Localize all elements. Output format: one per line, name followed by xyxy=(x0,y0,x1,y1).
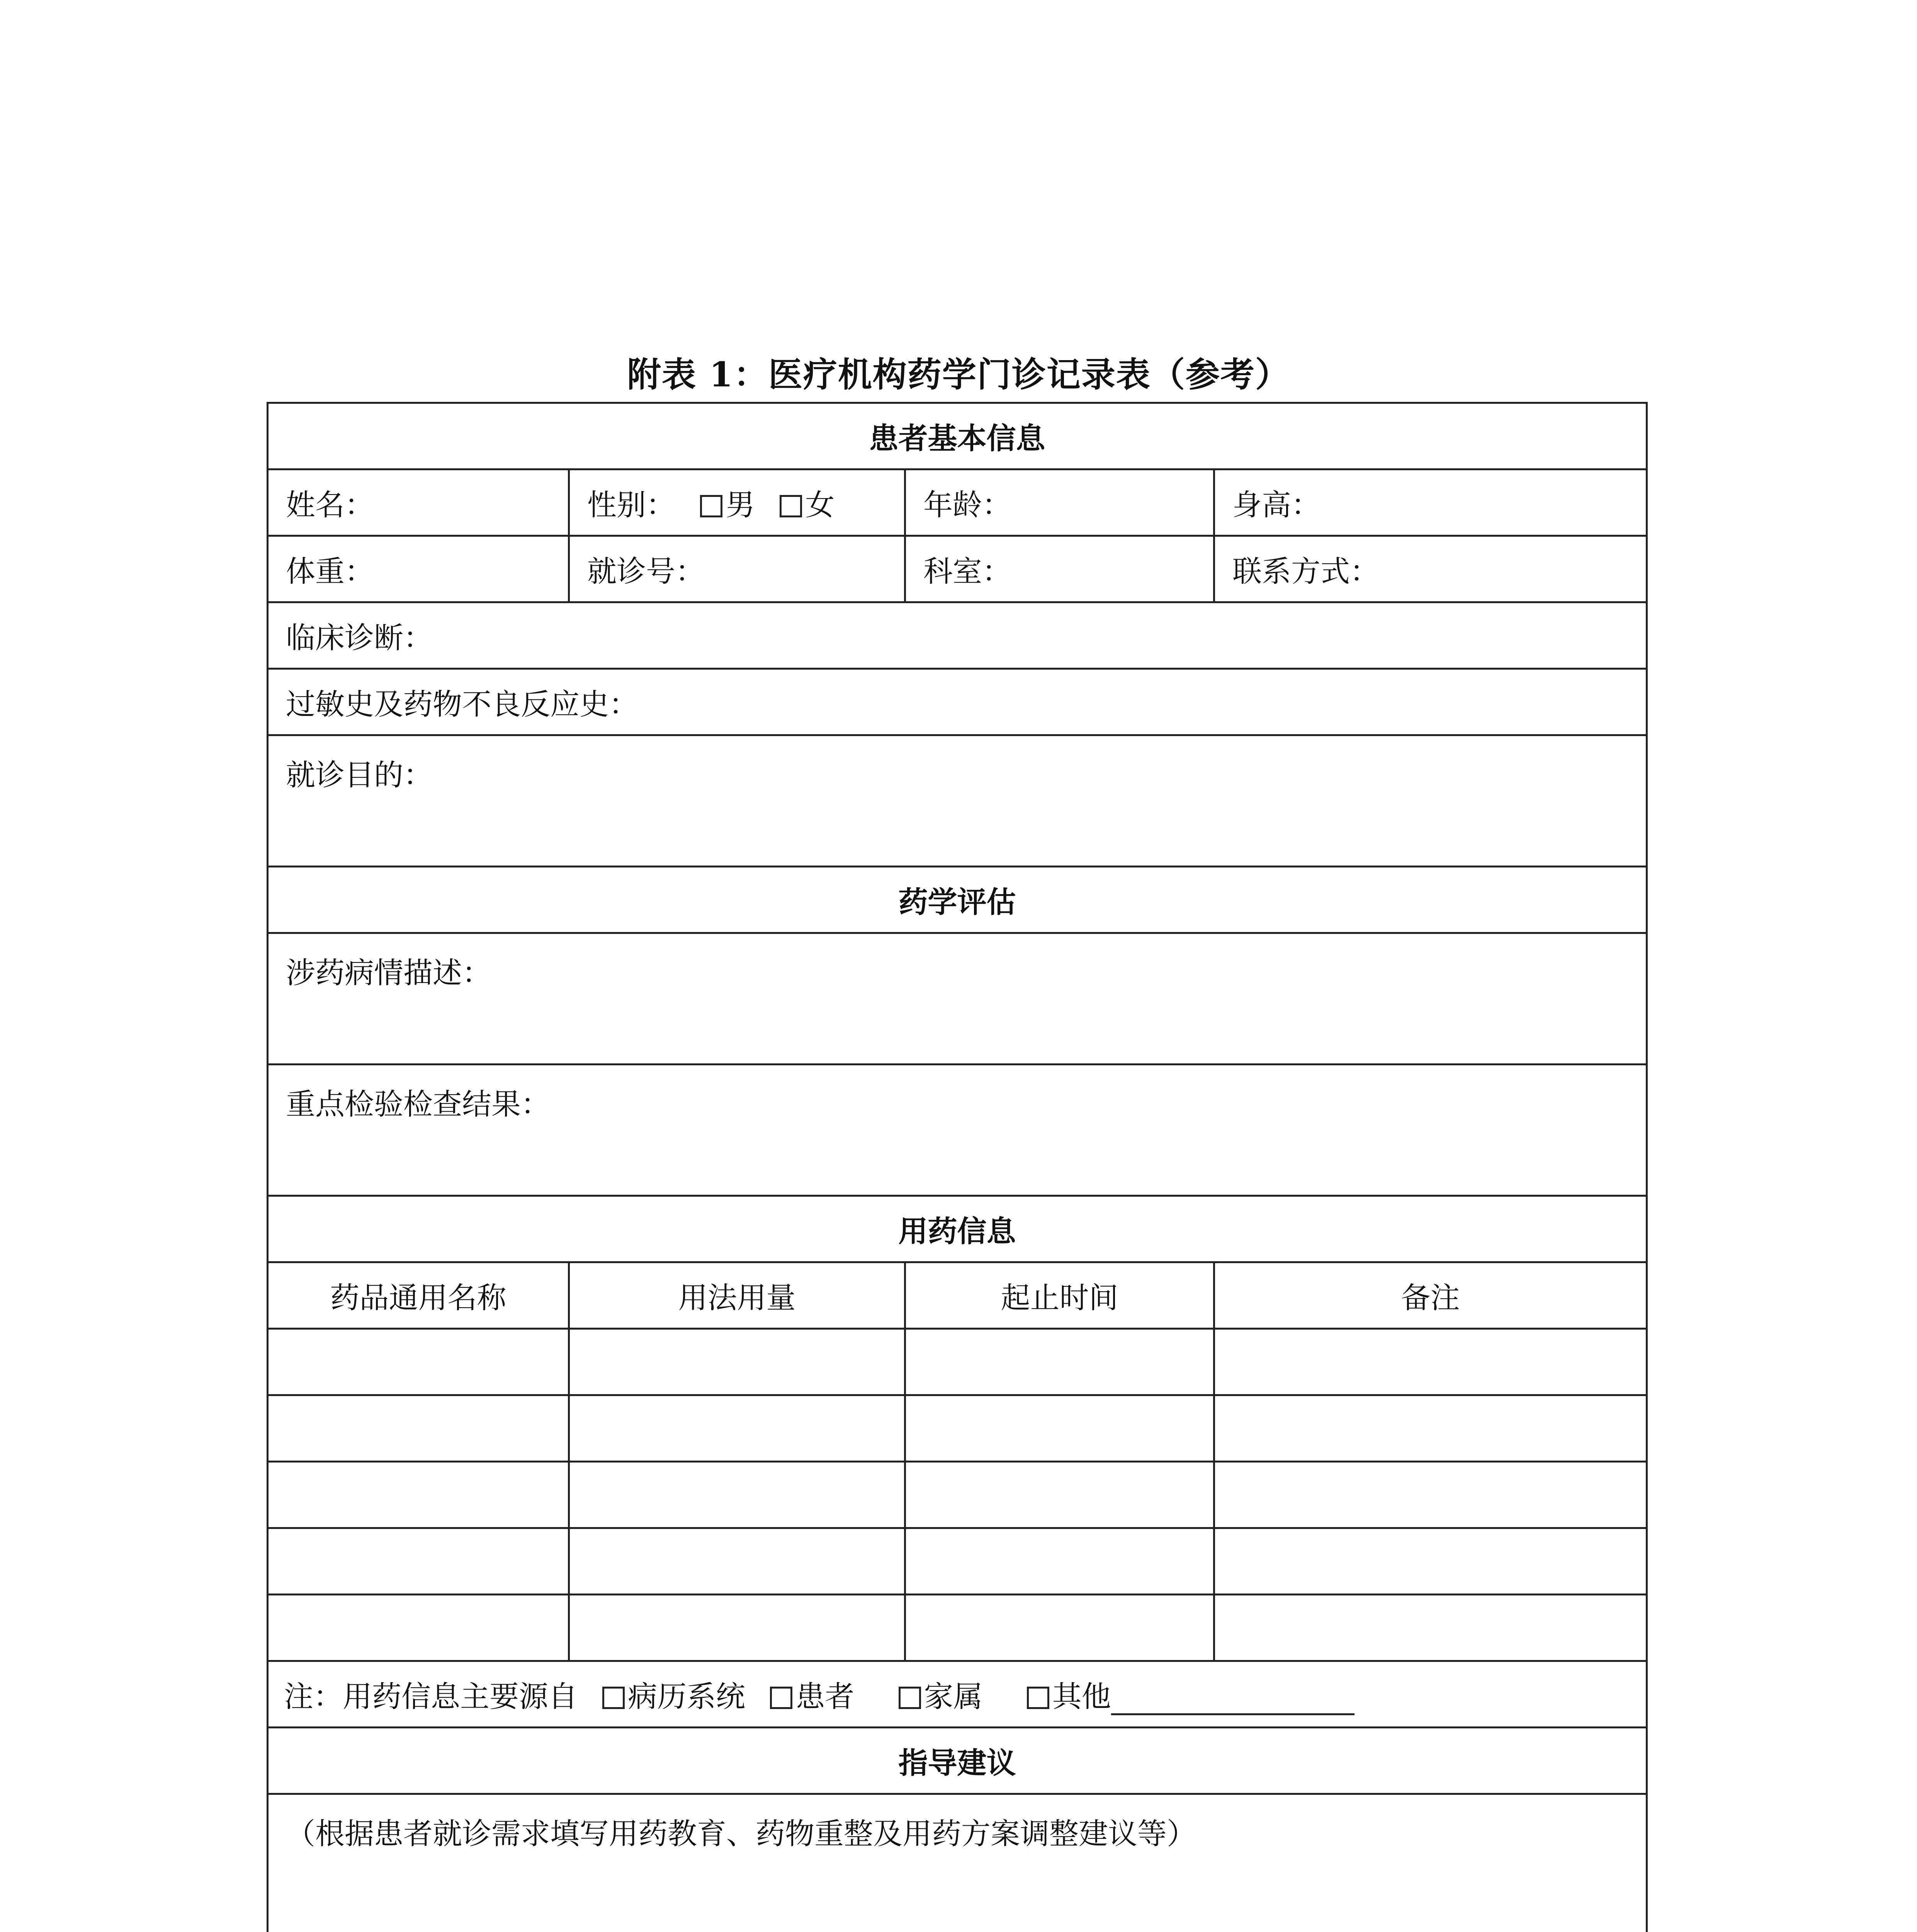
male-checkbox[interactable] xyxy=(700,495,722,517)
weight-field[interactable] xyxy=(268,536,569,602)
source-note-row xyxy=(268,1661,1647,1728)
source-patient-checkbox[interactable] xyxy=(770,1687,792,1709)
drug-name-cell[interactable] xyxy=(268,1462,569,1528)
exam-row xyxy=(268,1065,1647,1196)
diagnosis-label: 临床诊断： xyxy=(286,621,433,655)
medication-header-row xyxy=(268,1262,1647,1329)
exam-label: 重点检验检查结果： xyxy=(286,1087,550,1121)
weight-label: 体重： xyxy=(286,554,374,588)
source-family-label: 家属 xyxy=(924,1679,983,1714)
source-note xyxy=(268,1661,1647,1728)
column-header-dosage: 用法用量 xyxy=(569,1262,905,1329)
source-note-prefix: 注：用药信息主要源自 xyxy=(284,1679,578,1714)
contact-field[interactable] xyxy=(1214,536,1647,602)
period-cell[interactable] xyxy=(905,1595,1214,1661)
dosage-cell[interactable] xyxy=(569,1462,905,1528)
source-patient-label: 患者 xyxy=(795,1679,855,1714)
period-cell[interactable] xyxy=(905,1528,1214,1595)
section-medication: 用药信息 xyxy=(268,1196,1647,1262)
section-basic-info: 患者基本信息 xyxy=(268,403,1647,469)
dosage-cell[interactable] xyxy=(569,1528,905,1595)
section-header-row xyxy=(268,1728,1647,1794)
allergy-label: 过敏史及药物不良反应史： xyxy=(286,687,638,721)
column-header-remarks: 备注 xyxy=(1214,1262,1647,1329)
age-field[interactable] xyxy=(905,469,1214,536)
medication-row xyxy=(268,1329,1647,1395)
name-field[interactable] xyxy=(268,469,569,536)
column-header-drug-name: 药品通用名称 xyxy=(268,1262,569,1329)
drug-name-cell[interactable] xyxy=(268,1395,569,1462)
remarks-cell[interactable] xyxy=(1214,1595,1647,1661)
advice-row xyxy=(268,1794,1647,1932)
source-other-label: 其他 xyxy=(1052,1679,1111,1714)
dosage-cell[interactable] xyxy=(569,1395,905,1462)
period-cell[interactable] xyxy=(905,1462,1214,1528)
medication-row xyxy=(268,1462,1647,1528)
section-header-row xyxy=(268,403,1647,469)
exam-field[interactable] xyxy=(268,1065,1647,1196)
period-cell[interactable] xyxy=(905,1329,1214,1395)
purpose-row xyxy=(268,735,1647,867)
height-label: 身高： xyxy=(1232,488,1320,522)
name-label: 姓名： xyxy=(286,488,374,522)
remarks-cell[interactable] xyxy=(1214,1462,1647,1528)
outpatient-record-form xyxy=(267,402,1648,1932)
basic-info-row-2 xyxy=(268,536,1647,602)
section-header-row xyxy=(268,1196,1647,1262)
medication-row xyxy=(268,1595,1647,1661)
drug-name-cell[interactable] xyxy=(268,1329,569,1395)
department-field[interactable] xyxy=(905,536,1214,602)
diagnosis-field[interactable] xyxy=(268,602,1647,669)
section-assessment: 药学评估 xyxy=(268,867,1647,933)
remarks-cell[interactable] xyxy=(1214,1395,1647,1462)
source-family-checkbox[interactable] xyxy=(899,1687,921,1709)
column-header-period: 起止时间 xyxy=(905,1262,1214,1329)
allergy-row xyxy=(268,669,1647,735)
height-field[interactable] xyxy=(1214,469,1647,536)
period-cell[interactable] xyxy=(905,1395,1214,1462)
medication-row xyxy=(268,1395,1647,1462)
advice-field[interactable] xyxy=(268,1794,1647,1932)
male-label: 男 xyxy=(726,488,755,522)
purpose-field[interactable] xyxy=(268,735,1647,867)
source-records-label: 病历系统 xyxy=(628,1679,746,1714)
gender-field xyxy=(569,469,905,536)
purpose-label: 就诊目的： xyxy=(286,758,433,792)
source-other-blank[interactable] xyxy=(1111,1686,1354,1715)
drug-name-cell[interactable] xyxy=(268,1595,569,1661)
section-advice: 指导建议 xyxy=(268,1728,1647,1794)
department-label: 科室： xyxy=(923,554,1011,588)
visit-number-field[interactable] xyxy=(569,536,905,602)
condition-label: 涉药病情描述： xyxy=(286,956,491,990)
section-header-row xyxy=(268,867,1647,933)
age-label: 年龄： xyxy=(923,488,1011,522)
remarks-cell[interactable] xyxy=(1214,1329,1647,1395)
dosage-cell[interactable] xyxy=(569,1329,905,1395)
visit-number-label: 就诊号： xyxy=(587,554,705,588)
condition-field[interactable] xyxy=(268,933,1647,1065)
medication-row xyxy=(268,1528,1647,1595)
advice-hint: （根据患者就诊需求填写用药教育、药物重整及用药方案调整建议等） xyxy=(286,1816,1196,1851)
basic-info-row-1 xyxy=(268,469,1647,536)
dosage-cell[interactable] xyxy=(569,1595,905,1661)
condition-row xyxy=(268,933,1647,1065)
diagnosis-row xyxy=(268,602,1647,669)
page-title: 附表 1：医疗机构药学门诊记录表（参考） xyxy=(627,354,1290,395)
allergy-field[interactable] xyxy=(268,669,1647,735)
contact-label: 联系方式： xyxy=(1232,554,1379,588)
drug-name-cell[interactable] xyxy=(268,1528,569,1595)
female-checkbox[interactable] xyxy=(780,495,802,517)
remarks-cell[interactable] xyxy=(1214,1528,1647,1595)
gender-label: 性别： xyxy=(587,488,675,522)
female-label: 女 xyxy=(805,488,835,522)
source-records-checkbox[interactable] xyxy=(602,1687,625,1709)
source-other-checkbox[interactable] xyxy=(1027,1687,1049,1709)
